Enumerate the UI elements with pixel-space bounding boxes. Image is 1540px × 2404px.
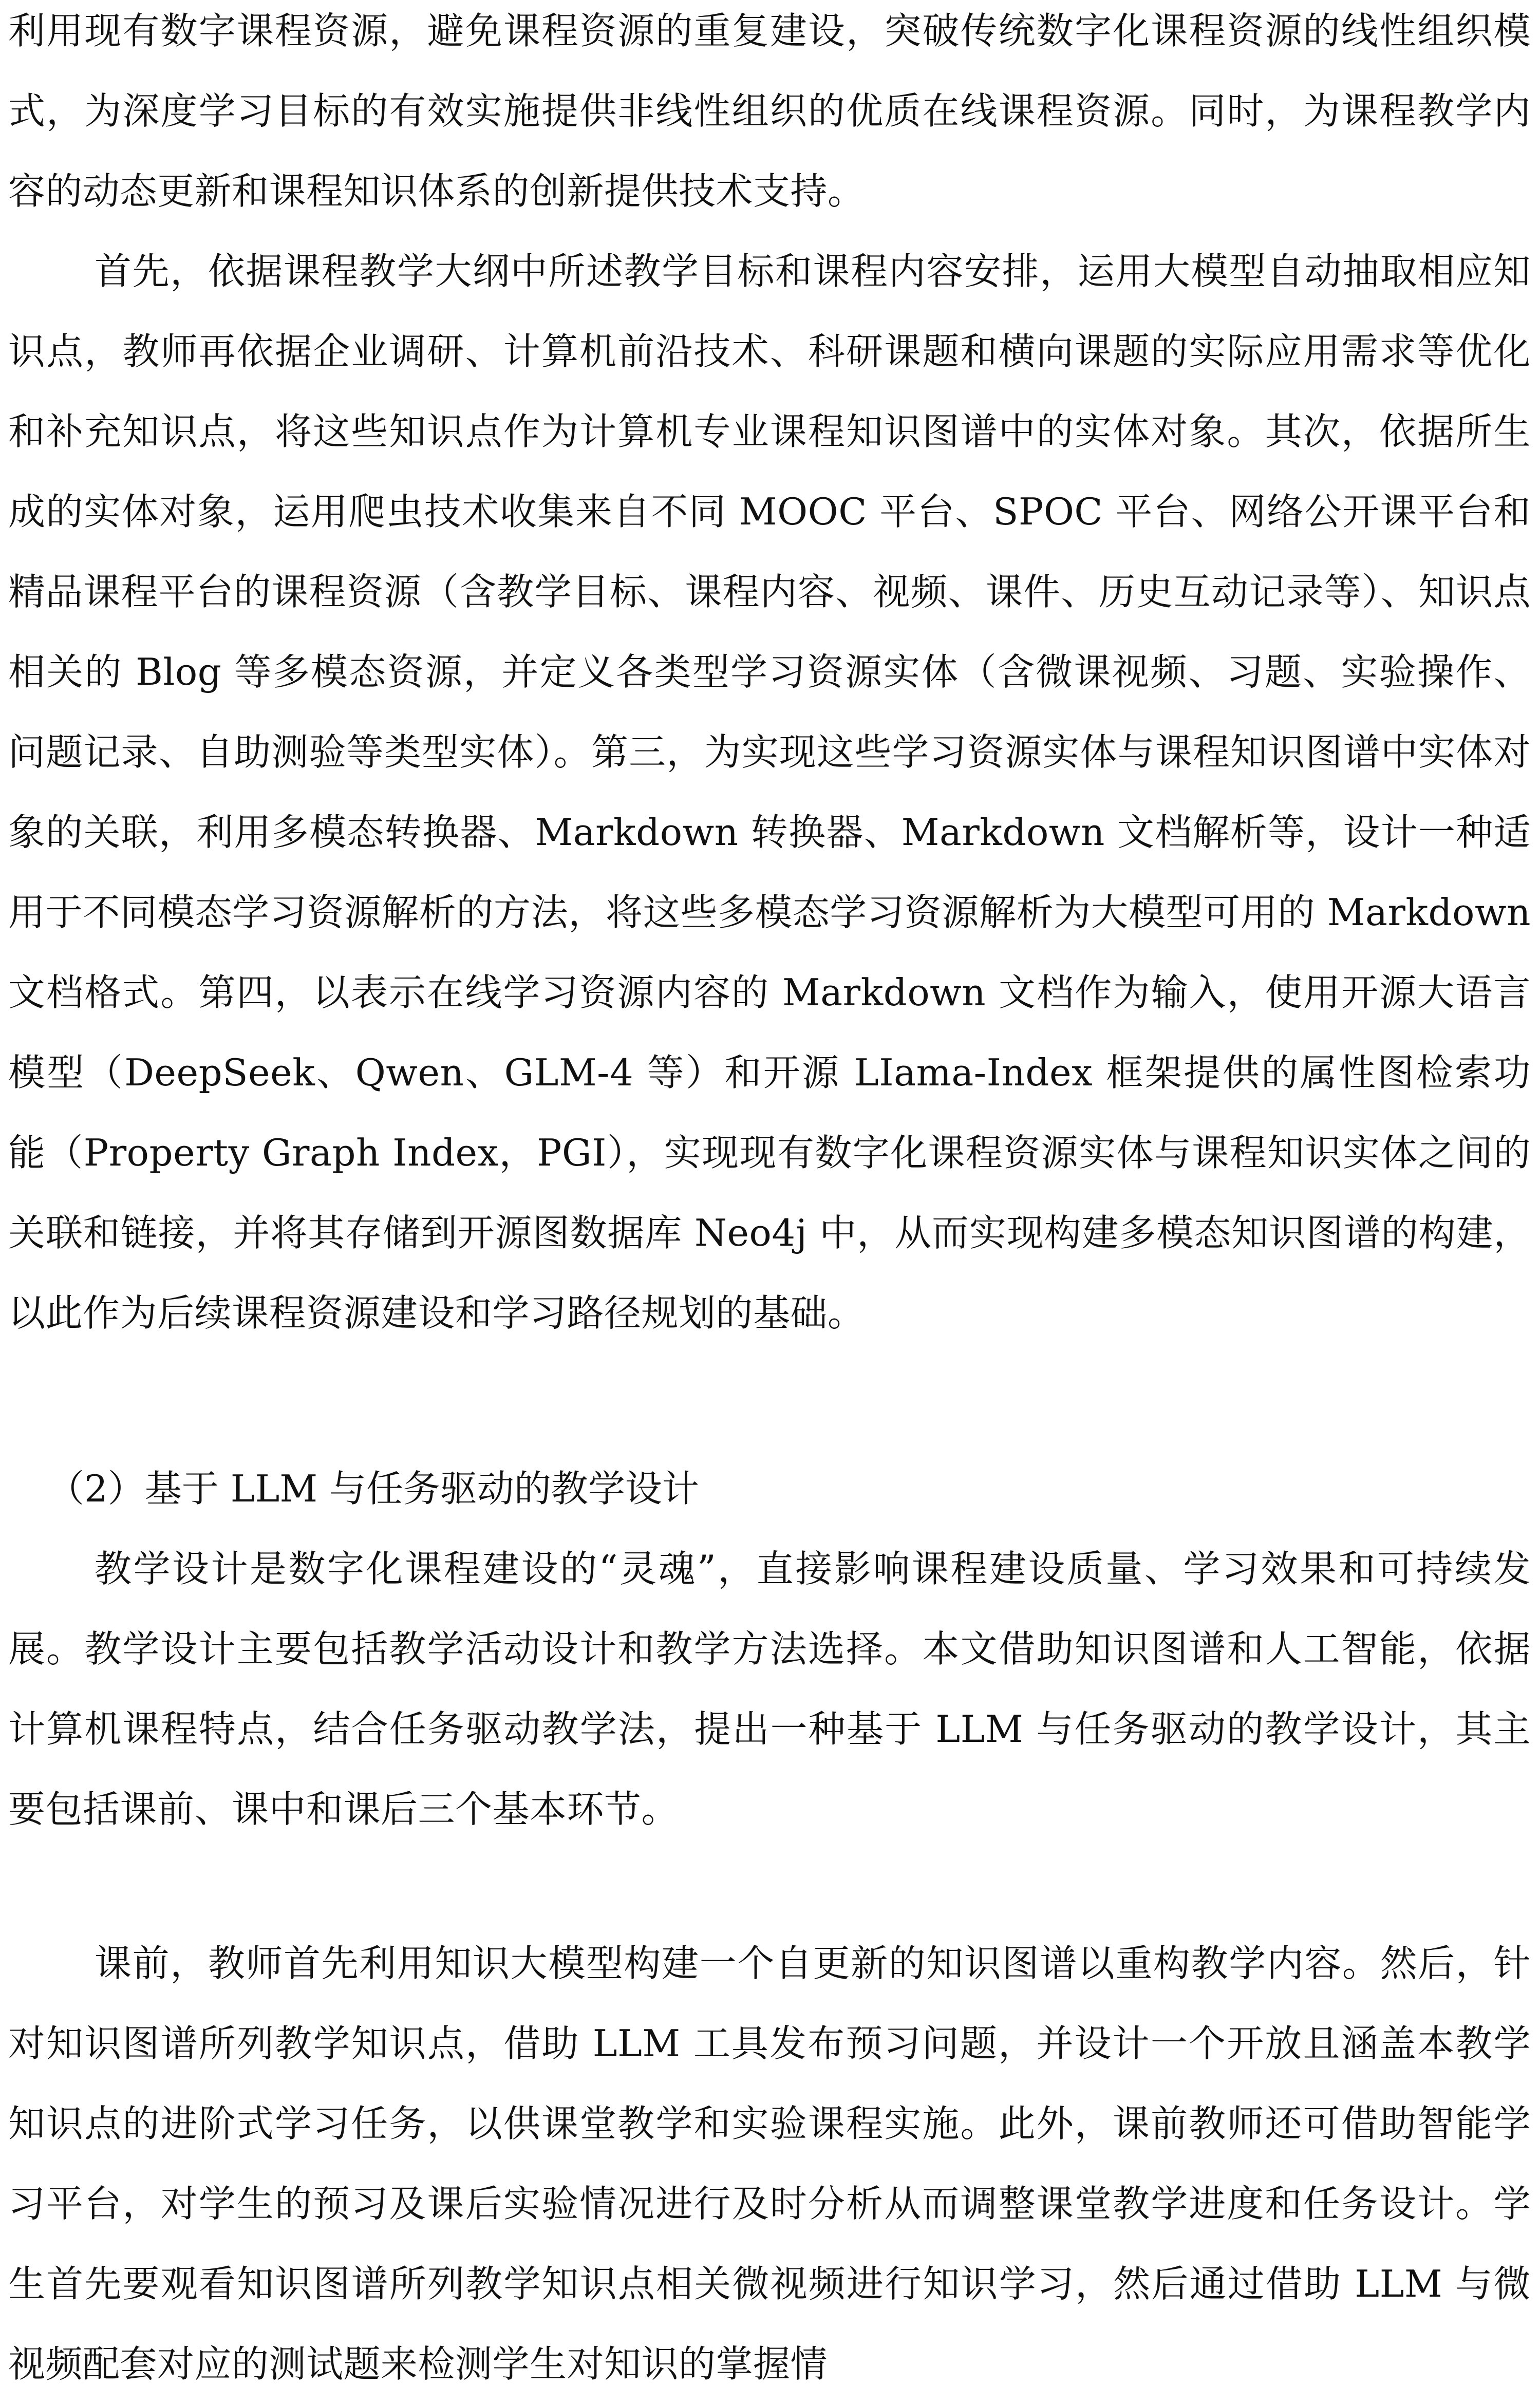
intro-paragraph: 利用现有数字课程资源，避免课程资源的重复建设，突破传统数字化课程资源的线性组织模式，为深度学习目标的有效实施提供非线性组织的优质在线课程资源。同时，为课程教学内容的动态更新和课程知识体系的创新提供技术支持。: [8, 9, 1531, 213]
paragraph-knowledge-graph-construction: 首先，依据课程教学大纲中所述教学目标和课程内容安排，运用大模型自动抽取相应知识点，教师再依据企业调研、计算机前沿技术、科研课题和横向课题的实际应用需求等优化和补充知识点，将这些知识点作为计算机专业课程知识图谱中的实体对象。其次，依据所生成的实体对象，运用爬虫技术收集来自不同 MOOC 平台、SPOC 平台、网络公开课平台和精品课程平台的课程资源（含教学目标、课程内容、视频、课件、历史互动记录等）、知识点相关的 Blog 等多模态资源，并定义各类型学习资源实体（含微课视频、习题、实验操作、问题记录、自助测验等类型实体）。第三，为实现这些学习资源实体与课程知识图谱中实体对象的关联，利用多模态转换器、Markdown 转换器、Markdown 文档解析等，设计一种适用于不同模态学习资源解析的方法，将这些多模态学习资源解析为大模型可用的 Markdown 文档格式。第四，以表示在线学习资源内容的 Markdown 文档作为输入，使用开源大语言模型（DeepSeek、Qwen、GLM-4 等）和开源 LIama-Index 框架提供的属性图检索功能（Property Graph Index，PGI），实现现有数字化课程资源实体与课程知识实体之间的关联和链接，并将其存储到开源图数据库 Neo4j 中，从而实现构建多模态知识图谱的构建，以此作为后续课程资源建设和学习路径规划的基础。: [8, 250, 1531, 1335]
paragraph-pre-class: 课前，教师首先利用知识大模型构建一个自更新的知识图谱以重构教学内容。然后，针对知识图谱所列教学知识点，借助 LLM 工具发布预习问题，并设计一个开放且涵盖本教学知识点的进阶式学习任务，以供课堂教学和实验课程实施。此外，课前教师还可借助智能学习平台，对学生的预习及课后实验情况进行及时分析从而调整课堂教学进度和任务设计。学生首先要观看知识图谱所列教学知识点相关微视频进行知识学习，然后通过借助 LLM 与微视频配套对应的测试题来检测学生对知识的掌握情: [8, 1942, 1531, 2386]
section-heading: （2）基于 LLM 与任务驱动的教学设计: [47, 1467, 699, 1510]
paragraph-teaching-design: 教学设计是数字化课程建设的“灵魂”，直接影响课程建设质量、学习效果和可持续发展。教学设计主要包括教学活动设计和教学方法选择。本文借助知识图谱和人工智能，依据计算机课程特点，结合任务驱动教学法，提出一种基于 LLM 与任务驱动的教学设计，其主要包括课前、课中和课后三个基本环节。: [8, 1547, 1531, 1831]
